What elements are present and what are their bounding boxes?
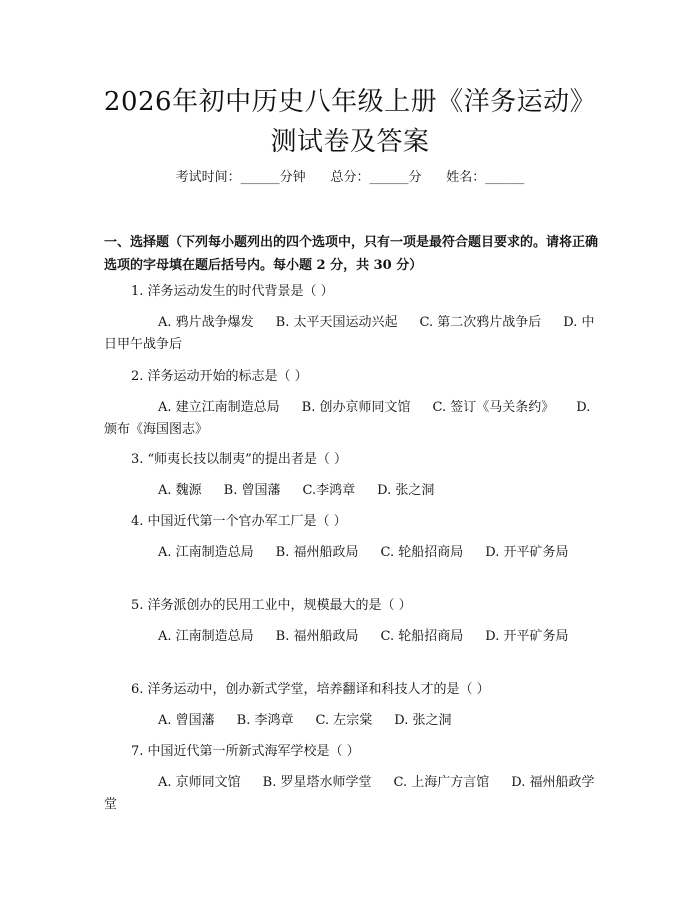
question-6-option-d: D. 张之洞 (394, 713, 452, 728)
question-5-option-d: D. 开平矿务局 (485, 629, 569, 644)
question-6-option-b: B. 李鸿章 (236, 713, 294, 728)
question-6-option-c: C. 左宗棠 (315, 713, 373, 728)
question-1-option-c: C. 第二次鸦片战争后 (419, 315, 542, 330)
question-4-option-c: C. 轮船招商局 (380, 545, 464, 560)
question-2-option-a: A. 建立江南制造总局 (158, 400, 280, 415)
question-2-options (104, 397, 600, 441)
question-3-options (104, 480, 600, 502)
question-7-option-c: C. 上海广方言馆 (393, 775, 490, 790)
question-7-option-d: D. 福州船政学堂 (104, 775, 595, 812)
question-5-option-a: A. 江南制造总局 (158, 629, 254, 644)
question-7-stem: 7. 中国近代第一所新式海军学校是（ ） (131, 744, 360, 759)
question-6-options (104, 710, 600, 732)
section-heading: 一、选择题（下列每小题列出的四个选项中，只有一项是最符合题目要求的。请将正确选项的字母填在题后括号内。每小题 2 分，共 30 分） (104, 235, 599, 273)
question-4-option-d: D. 开平矿务局 (485, 545, 569, 560)
question-5-option-b: B. 福州船政局 (275, 629, 359, 644)
question-5-option-c: C. 轮船招商局 (380, 629, 464, 644)
question-2-option-b: B. 创办京师同文馆 (301, 400, 411, 415)
question-1-stem: 1. 洋务运动发生的时代背景是（ ） (131, 284, 334, 299)
question-2-stem: 2. 洋务运动开始的标志是（ ） (131, 369, 308, 384)
question-6-option-a: A. 曾国藩 (158, 713, 215, 728)
question-1-options (104, 312, 600, 356)
question-7-option-a: A. 京师同文馆 (158, 775, 241, 790)
question-3-option-d: D. 张之洞 (377, 483, 435, 498)
total-score-label: 总分：______分 (330, 170, 422, 185)
question-3-option-b: B. 曾国藩 (223, 483, 281, 498)
question-3-option-a: A. 魏源 (158, 483, 202, 498)
student-name-label: 姓名：______ (446, 170, 525, 185)
question-4-options (104, 542, 600, 564)
document-title: 2026年初中历史八年级上册《洋务运动》测试卷及答案 (103, 87, 597, 157)
exam-meta-line (0, 169, 700, 187)
question-1-option-a: A. 鸦片战争爆发 (158, 315, 254, 330)
question-3-option-c: C.李鸿章 (302, 483, 356, 498)
question-1-option-b: B. 太平天国运动兴起 (275, 315, 398, 330)
exam-time-label: 考试时间：______分钟 (175, 170, 306, 185)
question-5-stem: 5. 洋务派创办的民用工业中，规模最大的是（ ） (131, 598, 412, 613)
question-2-option-d: D. 颁布《海国图志》 (104, 400, 591, 437)
question-4-option-a: A. 江南制造总局 (158, 545, 254, 560)
question-3-stem: 3. “师夷长技以制夷”的提出者是（ ） (131, 452, 347, 467)
question-4-stem: 4. 中国近代第一个官办军工厂是（ ） (131, 514, 347, 529)
question-7-option-b: B. 罗星塔水师学堂 (262, 775, 372, 790)
question-2-option-c: C. 签订《马关条约》 (432, 400, 555, 415)
question-1-option-d: D. 中日甲午战争后 (104, 315, 595, 352)
question-7-options (104, 772, 600, 816)
question-5-options (104, 626, 600, 648)
question-4-option-b: B. 福州船政局 (275, 545, 359, 560)
question-6-stem: 6. 洋务运动中，创办新式学堂，培养翻译和科技人才的是（ ） (131, 682, 490, 697)
